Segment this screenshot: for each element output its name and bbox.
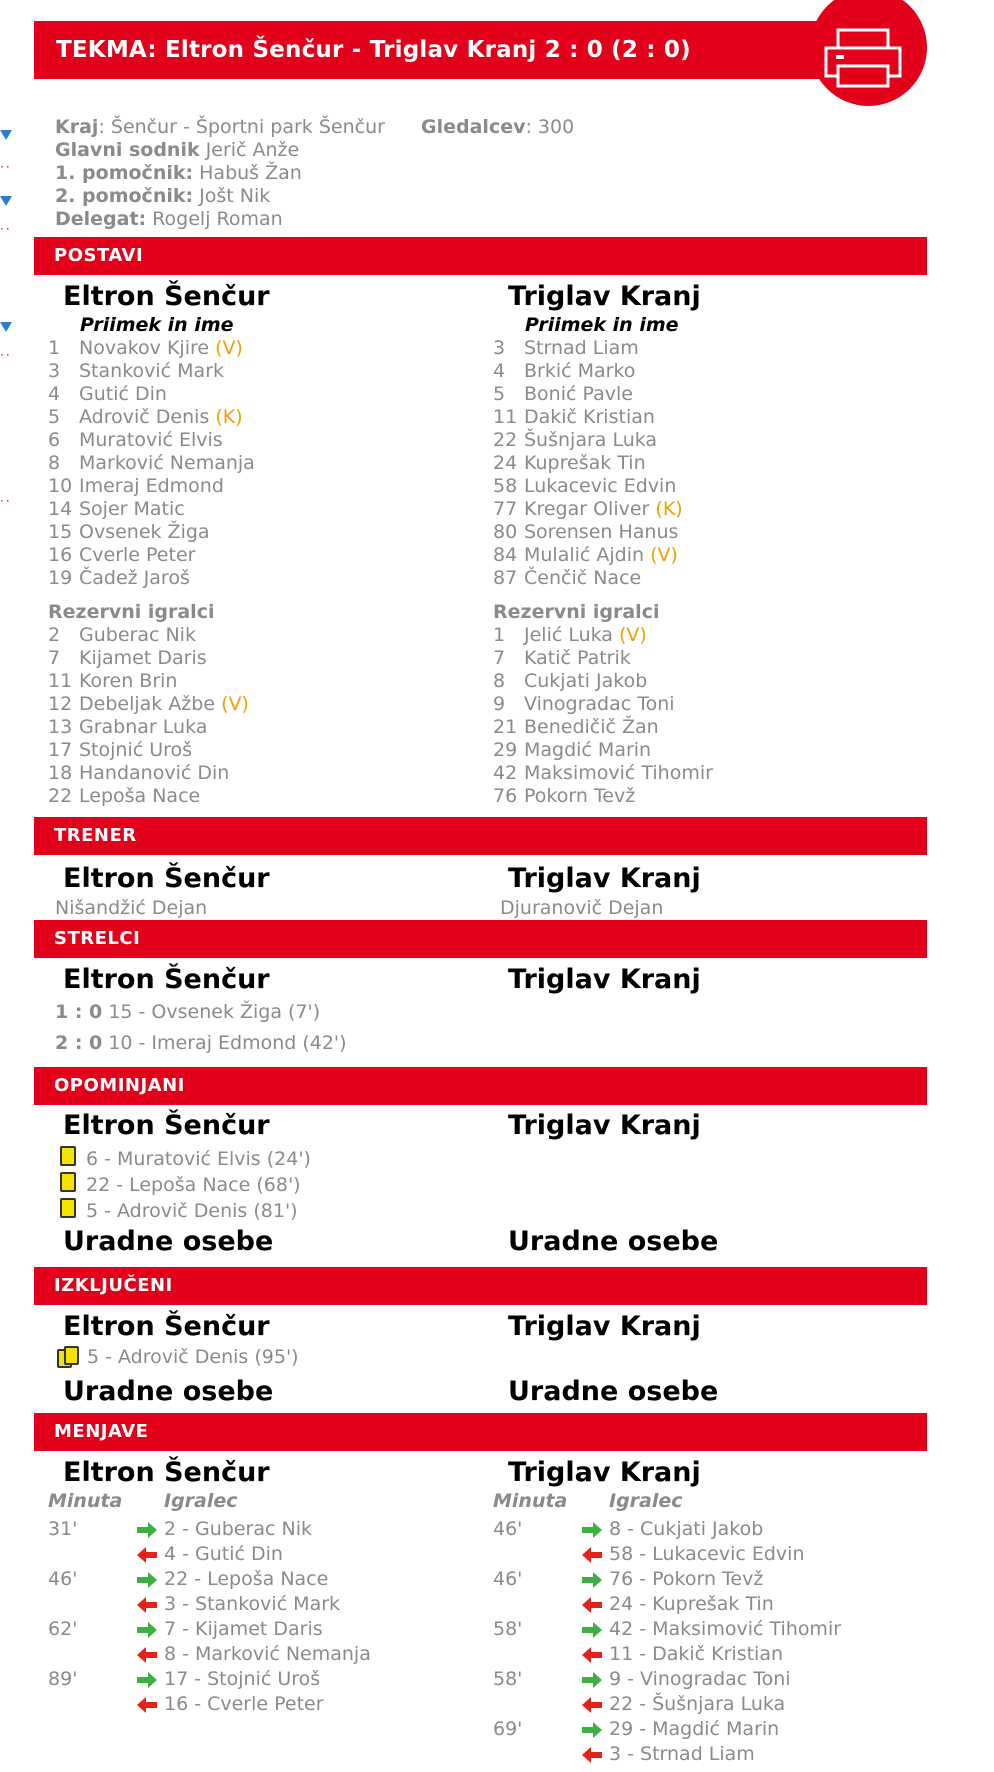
- sub-minute: 46': [48, 1568, 78, 1590]
- player-number: 16: [48, 544, 73, 566]
- info-delegate: Delegat: Rogelj Roman: [55, 208, 283, 230]
- player-name: Imeraj Edmond: [79, 475, 224, 497]
- player-number: 77: [493, 498, 518, 520]
- col-minuta: Minuta: [48, 1490, 123, 1512]
- sub-out-icon: [581, 1647, 603, 1663]
- team-home: Eltron Šenčur: [63, 1311, 270, 1342]
- player-number: 4: [493, 360, 506, 382]
- sub-in-player: 22 - Lepoša Nace: [164, 1568, 329, 1590]
- player-number: 1: [493, 624, 506, 646]
- player-row: [493, 452, 683, 475]
- home-reserves: [48, 624, 249, 808]
- goal-row: 2 : 0 10 - Imeraj Edmond (42'): [55, 1032, 347, 1054]
- info-venue: Kraj: Šenčur - Športni park Šenčur Gledalcev: 300: [55, 116, 575, 138]
- player-row: [493, 383, 683, 406]
- sub-in-icon: [581, 1572, 603, 1588]
- player-role: (V): [619, 624, 647, 646]
- col-header: Priimek in ime: [525, 314, 679, 336]
- player-number: 13: [48, 716, 73, 738]
- player-number: 76: [493, 785, 518, 807]
- printer-icon[interactable]: [822, 28, 904, 88]
- section-menjave: MENJAVE: [34, 1413, 927, 1451]
- edge-fragment: ··: [0, 348, 12, 362]
- player-name: Lukacevic Edvin: [524, 475, 677, 497]
- player-number: 3: [48, 360, 61, 382]
- player-number: 12: [48, 693, 73, 715]
- player-name: Čenčič Nace: [524, 567, 642, 589]
- edge-fragment: [0, 322, 12, 332]
- team-away: Triglav Kranj: [508, 1457, 701, 1488]
- player-number: 87: [493, 567, 518, 589]
- col-igralec: Igralec: [609, 1490, 683, 1512]
- reserves-header: Rezervni igralci: [48, 601, 215, 623]
- player-row: [48, 785, 249, 808]
- team-away: Triglav Kranj: [508, 281, 701, 312]
- sub-minute: 46': [493, 1568, 523, 1590]
- away-lineup: [493, 337, 683, 590]
- player-name: Katič Patrik: [524, 647, 631, 669]
- player-row: [48, 670, 249, 693]
- sub-out-icon: [136, 1547, 158, 1563]
- section-trener: TRENER: [34, 817, 927, 855]
- edge-fragment: ··: [0, 160, 12, 174]
- sub-in-icon: [581, 1522, 603, 1538]
- player-name: Ovsenek Žiga: [79, 521, 210, 543]
- sub-minute: 89': [48, 1668, 78, 1690]
- team-home: Eltron Šenčur: [63, 863, 270, 894]
- player-row: [48, 693, 249, 716]
- player-number: 11: [48, 670, 73, 692]
- player-name: Kuprešak Tin: [524, 452, 646, 474]
- player-name: Strnad Liam: [524, 337, 639, 359]
- player-row: [48, 337, 255, 360]
- player-row: [493, 406, 683, 429]
- player-name: Magdić Marin: [524, 739, 652, 761]
- info-assistant-1: 1. pomočnik: Habuš Žan: [55, 162, 302, 184]
- player-number: 17: [48, 739, 73, 761]
- player-row: [493, 498, 683, 521]
- sub-out-icon: [136, 1647, 158, 1663]
- yellow-card-row: 22 - Lepoša Nace (68'): [60, 1172, 301, 1196]
- player-name: Debeljak Ažbe: [79, 693, 216, 715]
- player-row: [493, 693, 713, 716]
- player-number: 84: [493, 544, 518, 566]
- edge-fragment: ··: [0, 494, 12, 508]
- player-row: [48, 624, 249, 647]
- player-number: 6: [48, 429, 61, 451]
- player-row: [48, 544, 255, 567]
- sub-in-icon: [581, 1722, 603, 1738]
- team-away: Triglav Kranj: [508, 1311, 701, 1342]
- sub-minute: 69': [493, 1718, 523, 1740]
- player-row: [48, 383, 255, 406]
- player-row: [493, 716, 713, 739]
- player-row: [48, 739, 249, 762]
- sub-in-player: 42 - Maksimović Tihomir: [609, 1618, 842, 1640]
- player-row: [493, 521, 683, 544]
- player-row: [48, 762, 249, 785]
- player-row: [493, 475, 683, 498]
- sub-in-player: 76 - Pokorn Tevž: [609, 1568, 764, 1590]
- player-row: [493, 360, 683, 383]
- away-reserves: [493, 624, 713, 808]
- officials-away: Uradne osebe: [508, 1376, 719, 1407]
- player-number: 9: [493, 693, 506, 715]
- player-number: 80: [493, 521, 518, 543]
- player-name: Adrovič Denis: [79, 406, 210, 428]
- team-home: Eltron Šenčur: [63, 281, 270, 312]
- sub-in-player: 29 - Magdić Marin: [609, 1718, 780, 1740]
- sub-minute: 31': [48, 1518, 78, 1540]
- coach-home: Nišandžić Dejan: [55, 897, 208, 919]
- player-row: [493, 762, 713, 785]
- player-number: 8: [48, 452, 61, 474]
- sub-out-icon: [581, 1597, 603, 1613]
- player-number: 42: [493, 762, 518, 784]
- info-referee: Glavni sodnik Jerič Anže: [55, 139, 300, 161]
- sub-in-icon: [581, 1622, 603, 1638]
- player-name: Maksimović Tihomir: [524, 762, 713, 784]
- player-row: [493, 567, 683, 590]
- sub-out-icon: [581, 1547, 603, 1563]
- player-number: 58: [493, 475, 518, 497]
- player-role: (K): [655, 498, 683, 520]
- player-role: (V): [221, 693, 249, 715]
- sub-out-icon: [581, 1697, 603, 1713]
- team-away: Triglav Kranj: [508, 964, 701, 995]
- player-row: [493, 739, 713, 762]
- match-title: TEKMA: Eltron Šenčur - Triglav Kranj 2 : 0 (2 : 0): [34, 21, 892, 79]
- edge-fragment: [0, 196, 12, 206]
- player-name: Dakič Kristian: [524, 406, 655, 428]
- home-lineup: [48, 337, 255, 590]
- officials-home: Uradne osebe: [63, 1376, 274, 1407]
- player-role: (V): [650, 544, 678, 566]
- edge-fragment: [0, 130, 12, 140]
- yellow-card-row: 6 - Muratović Elvis (24'): [60, 1146, 311, 1170]
- sub-in-icon: [136, 1522, 158, 1538]
- player-number: 11: [493, 406, 518, 428]
- player-number: 5: [48, 406, 61, 428]
- player-row: [48, 452, 255, 475]
- player-row: [493, 337, 683, 360]
- player-name: Muratović Elvis: [79, 429, 223, 451]
- sub-in-icon: [136, 1672, 158, 1688]
- sub-in-icon: [136, 1572, 158, 1588]
- sub-in-player: 17 - Stojnić Uroš: [164, 1668, 321, 1690]
- player-number: 7: [493, 647, 506, 669]
- sub-in-player: 2 - Guberac Nik: [164, 1518, 312, 1540]
- sub-in-player: 8 - Cukjati Jakob: [609, 1518, 764, 1540]
- sub-out-icon: [136, 1597, 158, 1613]
- player-name: Cverle Peter: [79, 544, 196, 566]
- sub-in-icon: [581, 1672, 603, 1688]
- reserves-header: Rezervni igralci: [493, 601, 660, 623]
- sub-in-player: 7 - Kijamet Daris: [164, 1618, 323, 1640]
- red-card-row: 5 - Adrovič Denis (95'): [57, 1346, 299, 1368]
- col-header: Priimek in ime: [80, 314, 234, 336]
- player-number: 18: [48, 762, 73, 784]
- player-name: Šušnjara Luka: [524, 429, 658, 451]
- yellow-card-icon: [60, 1146, 76, 1166]
- player-name: Vinogradac Toni: [524, 693, 675, 715]
- player-name: Stanković Mark: [79, 360, 225, 382]
- player-number: 8: [493, 670, 506, 692]
- player-number: 4: [48, 383, 61, 405]
- player-number: 22: [48, 785, 73, 807]
- player-name: Marković Nemanja: [79, 452, 255, 474]
- info-assistant-2: 2. pomočnik: Jošt Nik: [55, 185, 271, 207]
- sub-minute: 58': [493, 1618, 523, 1640]
- player-row: [493, 785, 713, 808]
- player-number: 1: [48, 337, 61, 359]
- player-number: 7: [48, 647, 61, 669]
- sub-minute: 46': [493, 1518, 523, 1540]
- sub-out-icon: [581, 1747, 603, 1763]
- team-away: Triglav Kranj: [508, 1110, 701, 1141]
- yellow-card-icon: [60, 1172, 76, 1192]
- player-name: Sojer Matic: [79, 498, 185, 520]
- team-home: Eltron Šenčur: [63, 964, 270, 995]
- sub-out-player: 3 - Strnad Liam: [609, 1743, 755, 1765]
- sub-out-player: 16 - Cverle Peter: [164, 1693, 324, 1715]
- sub-out-icon: [136, 1697, 158, 1713]
- player-name: Koren Brin: [79, 670, 178, 692]
- player-name: Stojnić Uroš: [79, 739, 193, 761]
- player-name: Sorensen Hanus: [524, 521, 679, 543]
- player-name: Guberac Nik: [79, 624, 196, 646]
- player-name: Lepoša Nace: [79, 785, 201, 807]
- player-row: [48, 429, 255, 452]
- player-name: Benedičič Žan: [524, 716, 659, 738]
- section-opominjani: OPOMINJANI: [34, 1067, 927, 1105]
- player-number: 22: [493, 429, 518, 451]
- player-number: 5: [493, 383, 506, 405]
- player-row: [48, 406, 255, 429]
- player-number: 15: [48, 521, 73, 543]
- player-name: Pokorn Tevž: [524, 785, 636, 807]
- sub-out-player: 3 - Stanković Mark: [164, 1593, 341, 1615]
- section-strelci: STRELCI: [34, 920, 927, 958]
- goal-row: 1 : 0 15 - Ovsenek Žiga (7'): [55, 1001, 321, 1023]
- player-number: 10: [48, 475, 73, 497]
- yellow-card-icon: [60, 1198, 76, 1218]
- player-row: [48, 567, 255, 590]
- player-name: Handanović Din: [79, 762, 230, 784]
- player-name: Brkić Marko: [524, 360, 636, 382]
- player-name: Grabnar Luka: [79, 716, 208, 738]
- player-number: 24: [493, 452, 518, 474]
- team-home: Eltron Šenčur: [63, 1110, 270, 1141]
- player-name: Bonić Pavle: [524, 383, 633, 405]
- second-yellow-icon: [57, 1346, 79, 1366]
- player-role: (K): [215, 406, 243, 428]
- team-away: Triglav Kranj: [508, 863, 701, 894]
- coach-away: Djuranovič Dejan: [500, 897, 664, 919]
- player-row: [493, 429, 683, 452]
- player-row: [493, 670, 713, 693]
- player-row: [493, 544, 683, 567]
- section-izkljuceni: IZKLJUČENI: [34, 1267, 927, 1305]
- player-row: [48, 716, 249, 739]
- player-row: [48, 521, 255, 544]
- player-row: [48, 498, 255, 521]
- sub-out-player: 4 - Gutić Din: [164, 1543, 283, 1565]
- sub-out-player: 24 - Kuprešak Tin: [609, 1593, 774, 1615]
- section-postavi: POSTAVI: [34, 237, 927, 275]
- player-role: (V): [215, 337, 243, 359]
- player-name: Kregar Oliver: [524, 498, 650, 520]
- player-name: Mulalić Ajdin: [524, 544, 645, 566]
- player-number: 19: [48, 567, 73, 589]
- player-number: 14: [48, 498, 73, 520]
- edge-fragment: ··: [0, 222, 12, 236]
- player-row: [48, 475, 255, 498]
- sub-in-player: 9 - Vinogradac Toni: [609, 1668, 791, 1690]
- player-name: Kijamet Daris: [79, 647, 207, 669]
- player-name: Čadež Jaroš: [79, 567, 190, 589]
- officials-home: Uradne osebe: [63, 1226, 274, 1257]
- sub-out-player: 11 - Dakič Kristian: [609, 1643, 784, 1665]
- player-row: [48, 647, 249, 670]
- col-minuta: Minuta: [493, 1490, 568, 1512]
- player-name: Gutić Din: [79, 383, 167, 405]
- player-row: [48, 360, 255, 383]
- sub-in-icon: [136, 1622, 158, 1638]
- player-row: [493, 624, 713, 647]
- sub-minute: 58': [493, 1668, 523, 1690]
- sub-out-player: 8 - Marković Nemanja: [164, 1643, 371, 1665]
- yellow-card-row: 5 - Adrovič Denis (81'): [60, 1198, 298, 1222]
- player-row: [493, 647, 713, 670]
- sub-out-player: 22 - Šušnjara Luka: [609, 1693, 786, 1715]
- officials-away: Uradne osebe: [508, 1226, 719, 1257]
- player-name: Cukjati Jakob: [524, 670, 648, 692]
- player-number: 29: [493, 739, 518, 761]
- player-name: Novakov Kjire: [79, 337, 210, 359]
- player-number: 3: [493, 337, 506, 359]
- col-igralec: Igralec: [164, 1490, 238, 1512]
- sub-minute: 62': [48, 1618, 78, 1640]
- player-number: 2: [48, 624, 61, 646]
- team-home: Eltron Šenčur: [63, 1457, 270, 1488]
- sub-out-player: 58 - Lukacevic Edvin: [609, 1543, 805, 1565]
- player-number: 21: [493, 716, 518, 738]
- player-name: Jelić Luka: [524, 624, 613, 646]
